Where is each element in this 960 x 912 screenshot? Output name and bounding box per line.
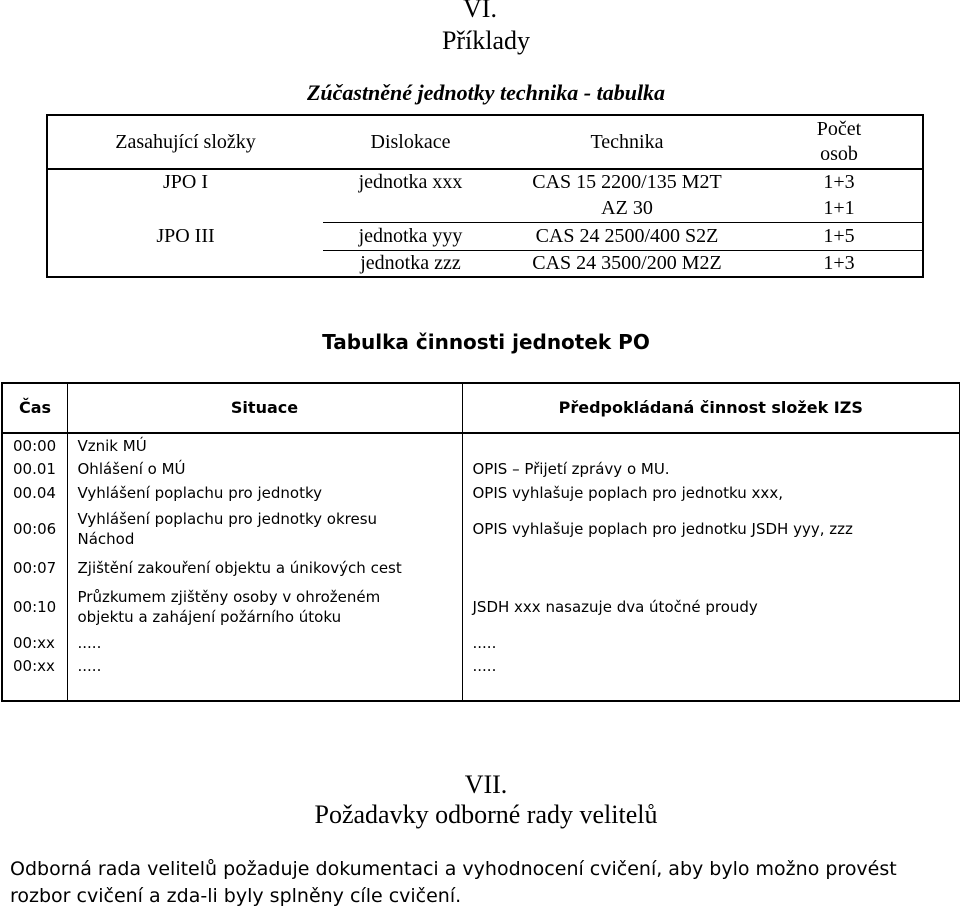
table-row xyxy=(47,195,923,222)
table-cell xyxy=(47,195,323,222)
table-header-row xyxy=(47,115,923,169)
table-cell: 1+3 xyxy=(756,250,923,277)
header-cell xyxy=(756,115,923,169)
table-row xyxy=(2,655,960,677)
table-caption: Tabulka činnosti jednotek PO xyxy=(322,330,650,354)
situation-cell: ..... xyxy=(67,655,462,677)
activity-cell xyxy=(462,553,960,583)
time-cell: 00:07 xyxy=(2,553,67,583)
section-title: Požadavky odborné rady velitelů xyxy=(314,800,658,829)
situation-text: Průzkumem zjištěny osoby v ohroženém objektu a zahájení požárního útoku xyxy=(77,588,381,626)
situation-cell: Vznik MÚ xyxy=(67,433,462,457)
table-row xyxy=(2,433,960,457)
situation-cell: Vyhlášení poplachu pro jednotky xyxy=(67,481,462,505)
table-row xyxy=(2,583,960,631)
table-cell xyxy=(47,250,323,277)
activity-cell: OPIS – Přijetí zprávy o MU. xyxy=(462,457,960,481)
time-cell: 00.04 xyxy=(2,481,67,505)
activity-cell xyxy=(462,433,960,457)
table-row xyxy=(2,505,960,553)
table-header-row xyxy=(2,383,960,433)
table-cell: CAS 24 2500/400 S2Z xyxy=(498,222,756,250)
time-cell: 00:06 xyxy=(2,505,67,553)
section-number: VI. xyxy=(463,0,497,23)
section-number: VII. xyxy=(464,770,508,799)
header-cell: Zasahující složky xyxy=(47,115,323,169)
table-cell xyxy=(323,195,498,222)
table-cell: 1+1 xyxy=(756,195,923,222)
body-paragraph: Odborná rada velitelů požaduje dokumentaci a vyhodnocení cvičení, aby bylo možno provést rozbor cvičení a zda-li byly splněny cíle cvičení. xyxy=(10,858,897,907)
table-cell: CAS 24 3500/200 M2Z xyxy=(498,250,756,277)
time-cell: 00.01 xyxy=(2,457,67,481)
table-cell: AZ 30 xyxy=(498,195,756,222)
situation-cell: ..... xyxy=(67,631,462,655)
table-row xyxy=(2,631,960,655)
table-row xyxy=(2,457,960,481)
activity-cell: ..... xyxy=(462,655,960,677)
table-row xyxy=(2,481,960,505)
situation-cell xyxy=(67,677,462,701)
header-cell: Čas xyxy=(2,383,67,433)
situation-cell xyxy=(67,505,462,553)
units-table xyxy=(46,114,924,278)
section-title: Příklady xyxy=(441,26,531,55)
activity-cell: OPIS vyhlašuje poplach pro jednotku xxx, xyxy=(462,481,960,505)
table-cell: JPO I xyxy=(47,169,323,195)
header-cell: Technika xyxy=(498,115,756,169)
activity-cell: JSDH xxx nasazuje dva útočné proudy xyxy=(462,583,960,631)
table-cell: CAS 15 2200/135 M2T xyxy=(532,171,722,193)
activity-cell xyxy=(462,677,960,701)
time-cell: 00:xx xyxy=(2,655,67,677)
situation-cell: Ohlášení o MÚ xyxy=(67,457,462,481)
time-cell: 00:xx xyxy=(2,631,67,655)
situation-cell: Zjištění zakouření objektu a únikových cest xyxy=(67,553,462,583)
header-cell: Dislokace xyxy=(323,115,498,169)
table-cell: jednotka xxx xyxy=(358,171,463,193)
table-cell: 1+3 xyxy=(756,169,923,195)
table-caption: Zúčastněné jednotky technika - tabulka xyxy=(306,80,666,105)
table-cell: jednotka zzz xyxy=(323,250,498,277)
situation-cell xyxy=(67,583,462,631)
table-row xyxy=(2,677,960,701)
table-row xyxy=(2,553,960,583)
table-cell: 1+5 xyxy=(756,222,923,250)
situation-text: Vyhlášení poplachu pro jednotky okresu Náchod xyxy=(77,510,378,548)
table-cell: jednotka yyy xyxy=(323,222,498,250)
time-cell xyxy=(2,677,67,701)
table-row xyxy=(47,222,923,250)
activities-table xyxy=(1,382,960,702)
table-row xyxy=(47,250,923,277)
table-row xyxy=(47,169,923,195)
time-cell: 00:10 xyxy=(2,583,67,631)
table-cell: JPO III xyxy=(47,222,323,250)
header-cell: Situace xyxy=(67,383,462,433)
time-cell: 00:00 xyxy=(2,433,67,457)
header-cell-text: Počet osob xyxy=(816,118,862,165)
activity-cell: OPIS vyhlašuje poplach pro jednotku JSDH yyy, zzz xyxy=(462,505,960,553)
activity-cell: ..... xyxy=(462,631,960,655)
header-cell: Předpokládaná činnost složek IZS xyxy=(462,383,960,433)
